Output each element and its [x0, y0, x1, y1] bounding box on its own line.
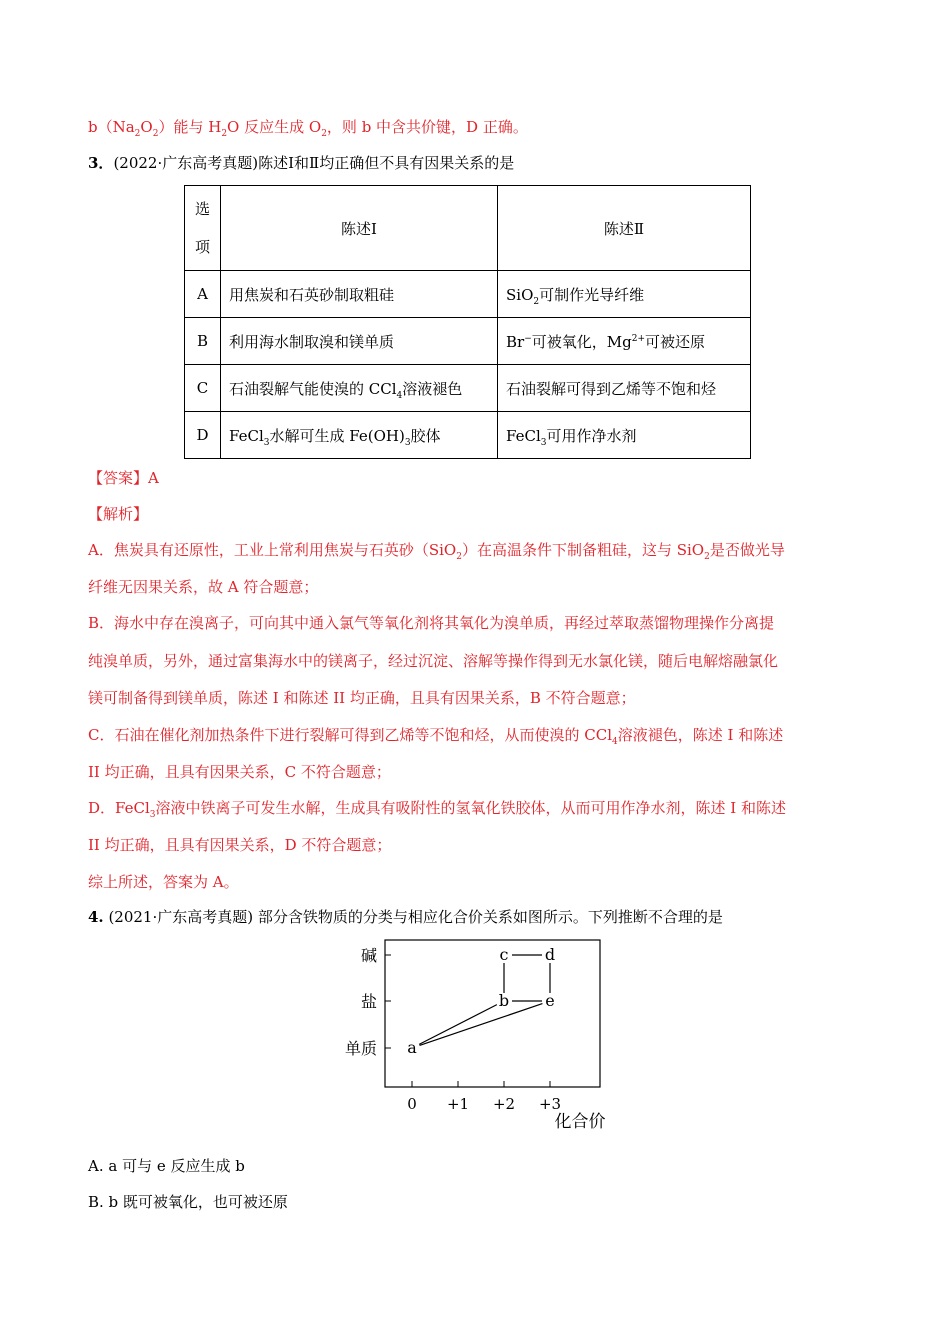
analysis-b-line-2: 纯溴单质，另外，通过富集海水中的镁离子，经过沉淀、溶解等操作得到无水氯化镁，随后电解熔融氯化	[88, 652, 779, 670]
point-label-b: b	[498, 991, 510, 1010]
analysis-b-line-3: 镁可制备得到镁单质，陈述 I 和陈述 II 均正确，且具有因果关系，B 不符合题意；	[88, 689, 636, 707]
table-row	[185, 365, 751, 412]
table-row	[185, 412, 751, 459]
statement-1-cell: FeCl$_3$水解可生成 $Fe(OH)_3$胶体	[221, 412, 498, 459]
table-row	[185, 318, 751, 365]
y-tick-label: 单质	[344, 1039, 377, 1058]
statement-2-cell: SiO$_2$可制作光导纤维	[498, 271, 751, 318]
header-option: 选 项	[185, 186, 221, 271]
question-3-table	[184, 185, 751, 459]
question-number: 3．	[88, 154, 114, 172]
header-statement-2: 陈述Ⅱ	[498, 186, 751, 271]
answer-continuation-line: $b(Na_2O_2)$能与 $H_2O$ 反应生成 $O_2$，则 b 中含共价键，D 正确。	[88, 118, 528, 139]
answer-label: 【答案】A	[88, 469, 159, 487]
statement-1-cell: 用焦炭和石英砂制取粗硅	[221, 271, 498, 318]
analysis-summary: 综上所述，答案为 A。	[88, 873, 239, 891]
analysis-c-line-1: C．石油在催化剂加热条件下进行裂解可得到乙烯等不饱和烃，从而使溴的 CCl$_4$溶液褪色，陈述 I 和陈述	[88, 726, 784, 747]
chart-links	[419, 955, 550, 1045]
chart-x-axis-title: 化合价	[554, 1112, 606, 1132]
question-4-stem	[88, 907, 723, 927]
x-tick-label: 0	[407, 1095, 417, 1113]
question-text: (2022·广东高考真题)陈述Ⅰ和Ⅱ均正确但不具有因果关系的是	[113, 154, 515, 172]
statement-2-cell: FeCl$_3$可用作净水剂	[498, 412, 751, 459]
analysis-d-line-1: D．FeCl$_3$溶液中铁离子可发生水解，生成具有吸附性的氢氧化铁胶体，从而可用作净水剂，陈述 I 和陈述	[88, 799, 786, 820]
chart-axes	[385, 940, 600, 1087]
statement-1-cell: 利用海水制取溴和镁单质	[221, 318, 498, 365]
header-statement-1: 陈述Ⅰ	[221, 186, 498, 271]
statement-1-cell: 石油裂解气能使溴的 CCl$_4$溶液褪色	[221, 365, 498, 412]
analysis-b-line-1: B．海水中存在溴离子，可向其中通入氯气等氧化剂将其氧化为溴单质，再经过萃取蒸馏物理操作分离提	[88, 614, 775, 632]
analysis-a-line-1: A．焦炭具有还原性，工业上常利用焦炭与石英砂（SiO$_2$）在高温条件下制备粗硅，这与 SiO$_2$是否做光导	[88, 541, 785, 562]
chart-x-labels	[407, 1095, 561, 1113]
link-a-e	[420, 1004, 543, 1046]
chart-y-labels	[345, 946, 377, 1058]
y-tick-label: 盐	[360, 992, 377, 1011]
option-cell: D	[185, 412, 221, 459]
option-cell: B	[185, 318, 221, 365]
option-a: A. a 可与 e 反应生成 b	[88, 1157, 245, 1175]
point-label-a: a	[407, 1038, 417, 1057]
iron-valence-chart	[330, 935, 620, 1135]
analysis-a-line-2: 纤维无因果关系，故 A 符合题意；	[88, 578, 319, 596]
option-cell: A	[185, 271, 221, 318]
option-cell: C	[185, 365, 221, 412]
plot-frame	[385, 940, 600, 1087]
statement-2-cell: 石油裂解可得到乙烯等不饱和烃	[498, 365, 751, 412]
x-tick-label: +1	[446, 1095, 470, 1113]
x-tick-label: +2	[492, 1095, 516, 1113]
analysis-label: 【解析】	[88, 505, 149, 523]
option-b: B. b 既可被氧化，也可被还原	[88, 1193, 288, 1211]
question-number: 4.	[88, 908, 104, 926]
table-row	[185, 271, 751, 318]
analysis-d-line-2: II 均正确，且具有因果关系，D 不符合题意；	[88, 836, 392, 854]
point-label-d: d	[544, 945, 556, 964]
analysis-c-line-2: II 均正确，且具有因果关系，C 不符合题意；	[88, 763, 391, 781]
link-a-b	[419, 1005, 497, 1045]
table-header-row	[185, 186, 751, 271]
y-tick-label: 碱	[360, 946, 377, 965]
question-3-stem	[88, 153, 514, 173]
statement-2-cell: Br−可被氧化，$Mg^{2+}$可被还原	[498, 318, 751, 365]
point-label-c: c	[499, 945, 509, 964]
x-tick-label: +3	[538, 1095, 562, 1113]
question-text: (2021·广东高考真题) 部分含铁物质的分类与相应化合价关系如图所示。下列推断不合理的是	[103, 908, 723, 926]
point-label-e: e	[545, 991, 555, 1010]
